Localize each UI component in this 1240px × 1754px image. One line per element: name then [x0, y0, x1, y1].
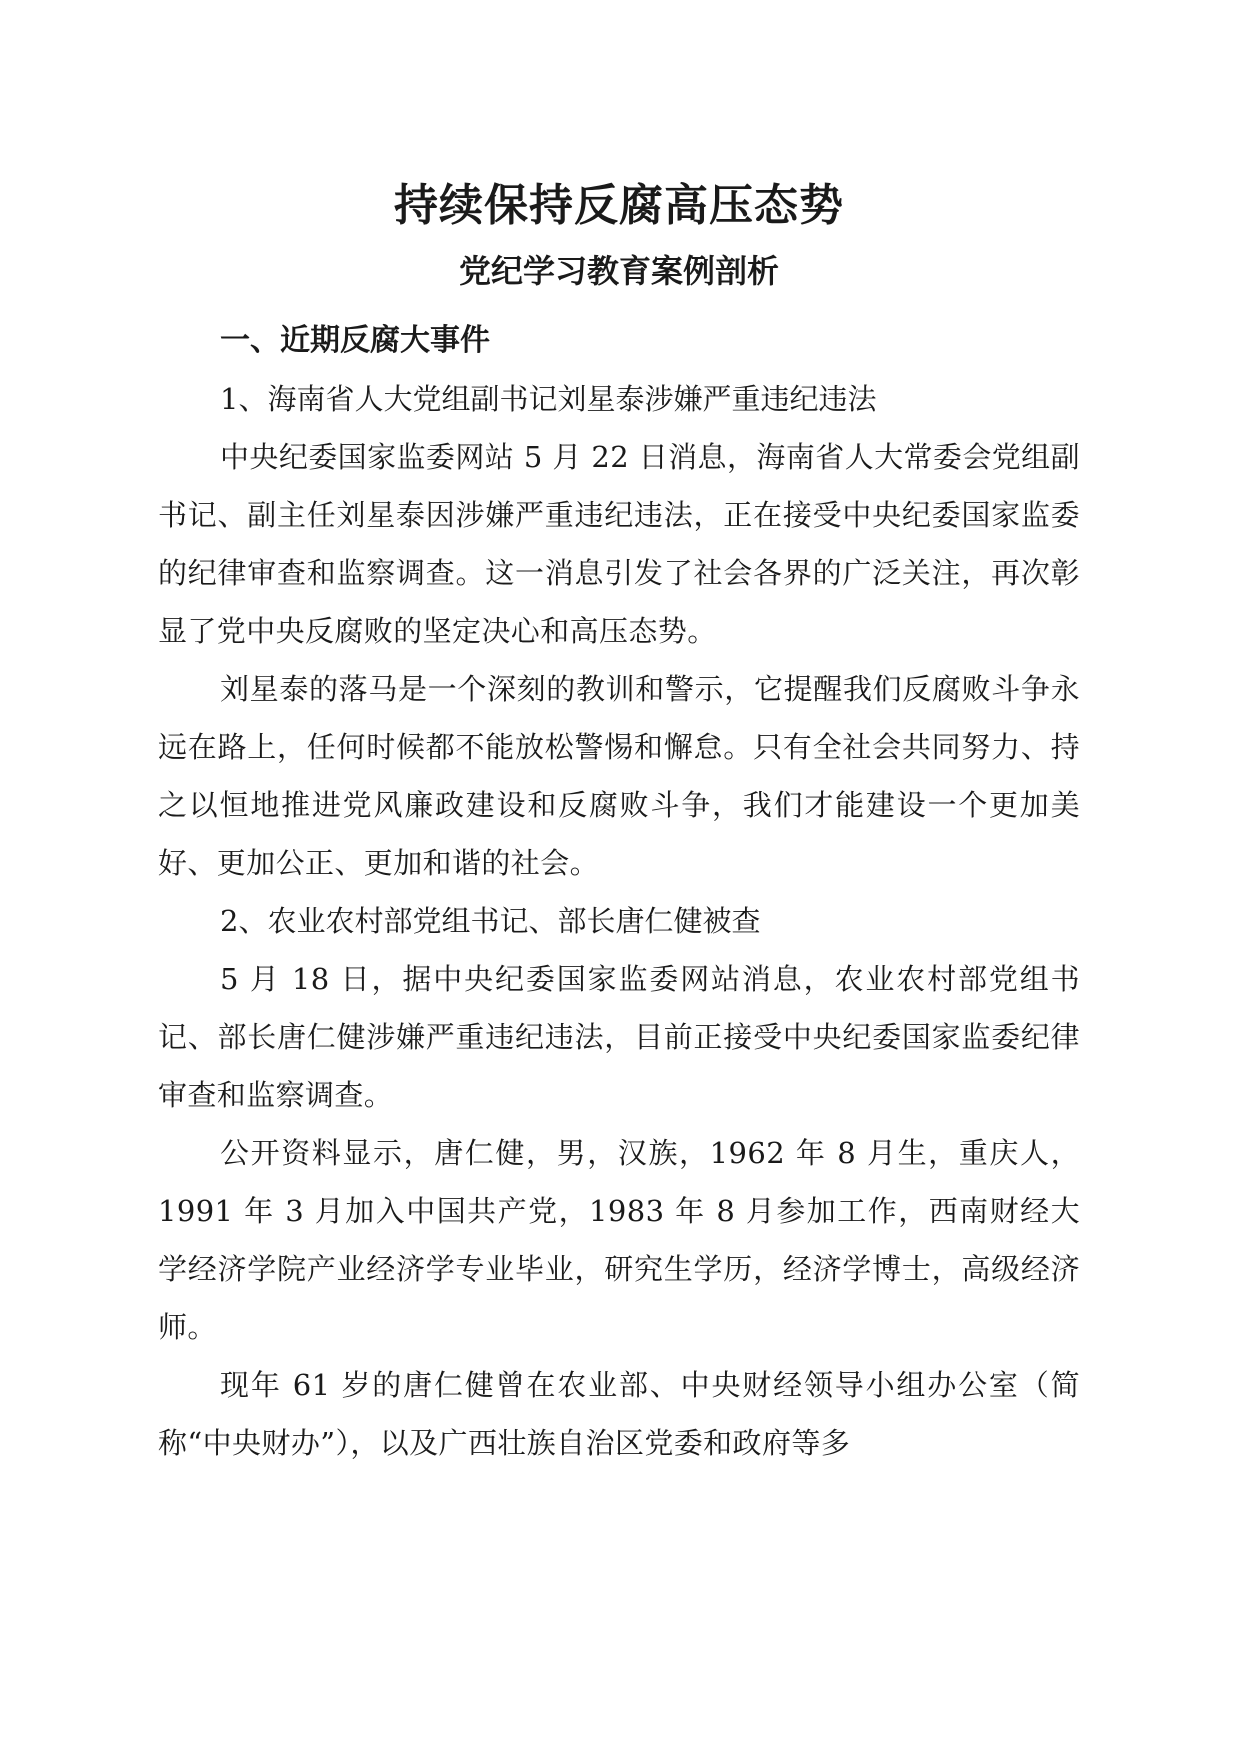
document-subtitle: 党纪学习教育案例剖析 [458, 252, 779, 290]
paragraph: 刘星泰的落马是一个深刻的教训和警示，它提醒我们反腐败斗争永远在路上，任何时候都不能放松警惕和懈怠。只有全社会共同努力、持之以恒地推进党风廉政建设和反腐败斗争，我们才能建设一个更加美好、更加公正、更加和谐的社会。 [158, 672, 1080, 880]
paragraph: 中央纪委国家监委网站 5 月 22 日消息，海南省人大常委会党组副书记、副主任刘星泰因涉嫌严重违纪违法，正在接受中央纪委国家监委的纪律审查和监察调查。这一消息引发了社会各界的广泛关注，再次彰显了党中央反腐败的坚定决心和高压态势。 [158, 440, 1080, 648]
paragraph: 公开资料显示，唐仁健，男，汉族，1962 年 8 月生，重庆人，1991 年 3 月加入中国共产党，1983 年 8 月参加工作，西南财经大学经济学院产业经济学专业毕业，研究生学历，经济学博士，高级经济师。 [158, 1136, 1080, 1344]
case-heading-tang-renjian: 2、农业农村部党组书记、部长唐仁健被查 [220, 904, 761, 938]
case-heading-liu-xingtai: 1、海南省人大党组副书记刘星泰涉嫌严重违纪违法 [220, 382, 877, 416]
paragraph: 现年 61 岁的唐仁健曾在农业部、中央财经领导小组办公室（简称“中央财办”），以及广西壮族自治区党委和政府等多 [158, 1368, 1080, 1460]
paragraph: 5 月 18 日，据中央纪委国家监委网站消息，农业农村部党组书记、部长唐仁健涉嫌严重违纪违法，目前正接受中央纪委国家监委纪律审查和监察调查。 [158, 962, 1080, 1112]
section-heading-recent-events: 一、近期反腐大事件 [220, 323, 490, 358]
document-title: 持续保持反腐高压态势 [394, 180, 844, 231]
